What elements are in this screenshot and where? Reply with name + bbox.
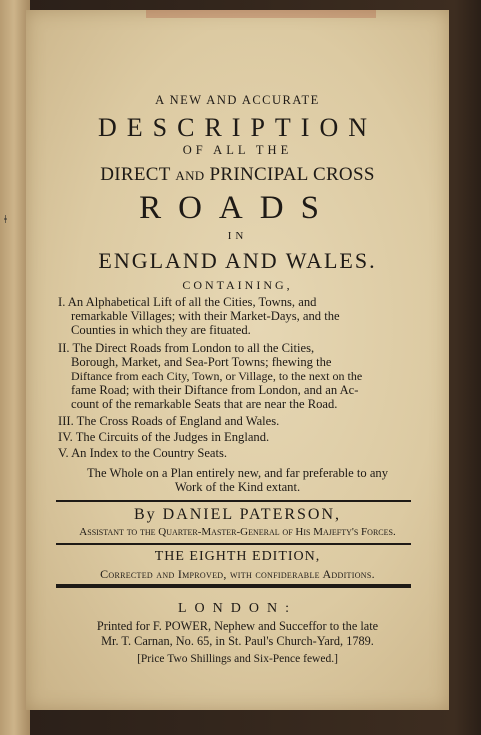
title-line-3: OF ALL THE bbox=[182, 143, 293, 157]
plan-line-2: Work of the Kind extant. bbox=[174, 480, 301, 494]
item-4: IV. The Circuits of the Judges in England. bbox=[58, 430, 270, 444]
plan-line-1: The Whole on a Plan entirely new, and far preferable to any bbox=[86, 466, 389, 480]
title-line-1: A NEW AND ACCURATE bbox=[155, 93, 320, 107]
item-2-line-3: Diftance from each City, Town, or Village, to the next on the bbox=[71, 369, 363, 383]
title-line-6: IN bbox=[227, 230, 248, 242]
edition-line-2: Corrected and Improved, with confiderable Additions. bbox=[100, 567, 375, 581]
item-1-line-1: I. An Alphabetical Lift of all the Cities, Towns, and bbox=[58, 295, 317, 309]
title-england-wales: ENGLAND AND WALES. bbox=[98, 248, 377, 273]
margin-mark: ǂ bbox=[4, 212, 7, 226]
item-2-line-2: Borough, Market, and Sea-Port Towns; fhewing the bbox=[71, 355, 332, 369]
item-3: III. The Cross Roads of England and Wales. bbox=[58, 414, 280, 428]
author-name: By DANIEL PATERSON, bbox=[133, 506, 342, 523]
title-page bbox=[26, 10, 449, 710]
imprint-line-1: Printed for F. POWER, Nephew and Succeffor to the late bbox=[96, 619, 379, 633]
rule-1 bbox=[56, 500, 411, 502]
item-2-line-4: fame Road; with their Diftance from London, and an Ac- bbox=[71, 383, 359, 397]
rule-3 bbox=[56, 584, 411, 588]
author-role: Assistant to the Quarter-Master-General of His Majefty's Forces. bbox=[79, 526, 396, 538]
rule-2 bbox=[56, 543, 411, 545]
top-stain bbox=[146, 10, 376, 18]
edition-line-1: THE EIGHTH EDITION, bbox=[154, 549, 321, 564]
item-5: V. An Index to the Country Seats. bbox=[58, 446, 228, 460]
item-2-line-1: II. The Direct Roads from London to all the Cities, bbox=[58, 341, 315, 355]
item-1-line-2: remarkable Villages; with their Market-Days, and the bbox=[71, 309, 340, 323]
title-description: DESCRIPTION bbox=[97, 113, 377, 142]
containing-heading: CONTAINING, bbox=[182, 278, 293, 292]
imprint-line-2: Mr. T. Carnan, No. 65, in St. Paul's Church-Yard, 1789. bbox=[101, 634, 374, 648]
title-line-4: DIRECT and PRINCIPAL CROSS bbox=[100, 164, 375, 185]
item-1-line-3: Counties in which they are fituated. bbox=[71, 323, 251, 337]
imprint-city: LONDON: bbox=[178, 601, 297, 616]
price-line: [Price Two Shillings and Six-Pence fewed.] bbox=[137, 653, 338, 665]
title-roads: ROADS bbox=[139, 190, 336, 226]
item-2-line-5: count of the remarkable Seats that are near the Road. bbox=[71, 397, 338, 411]
